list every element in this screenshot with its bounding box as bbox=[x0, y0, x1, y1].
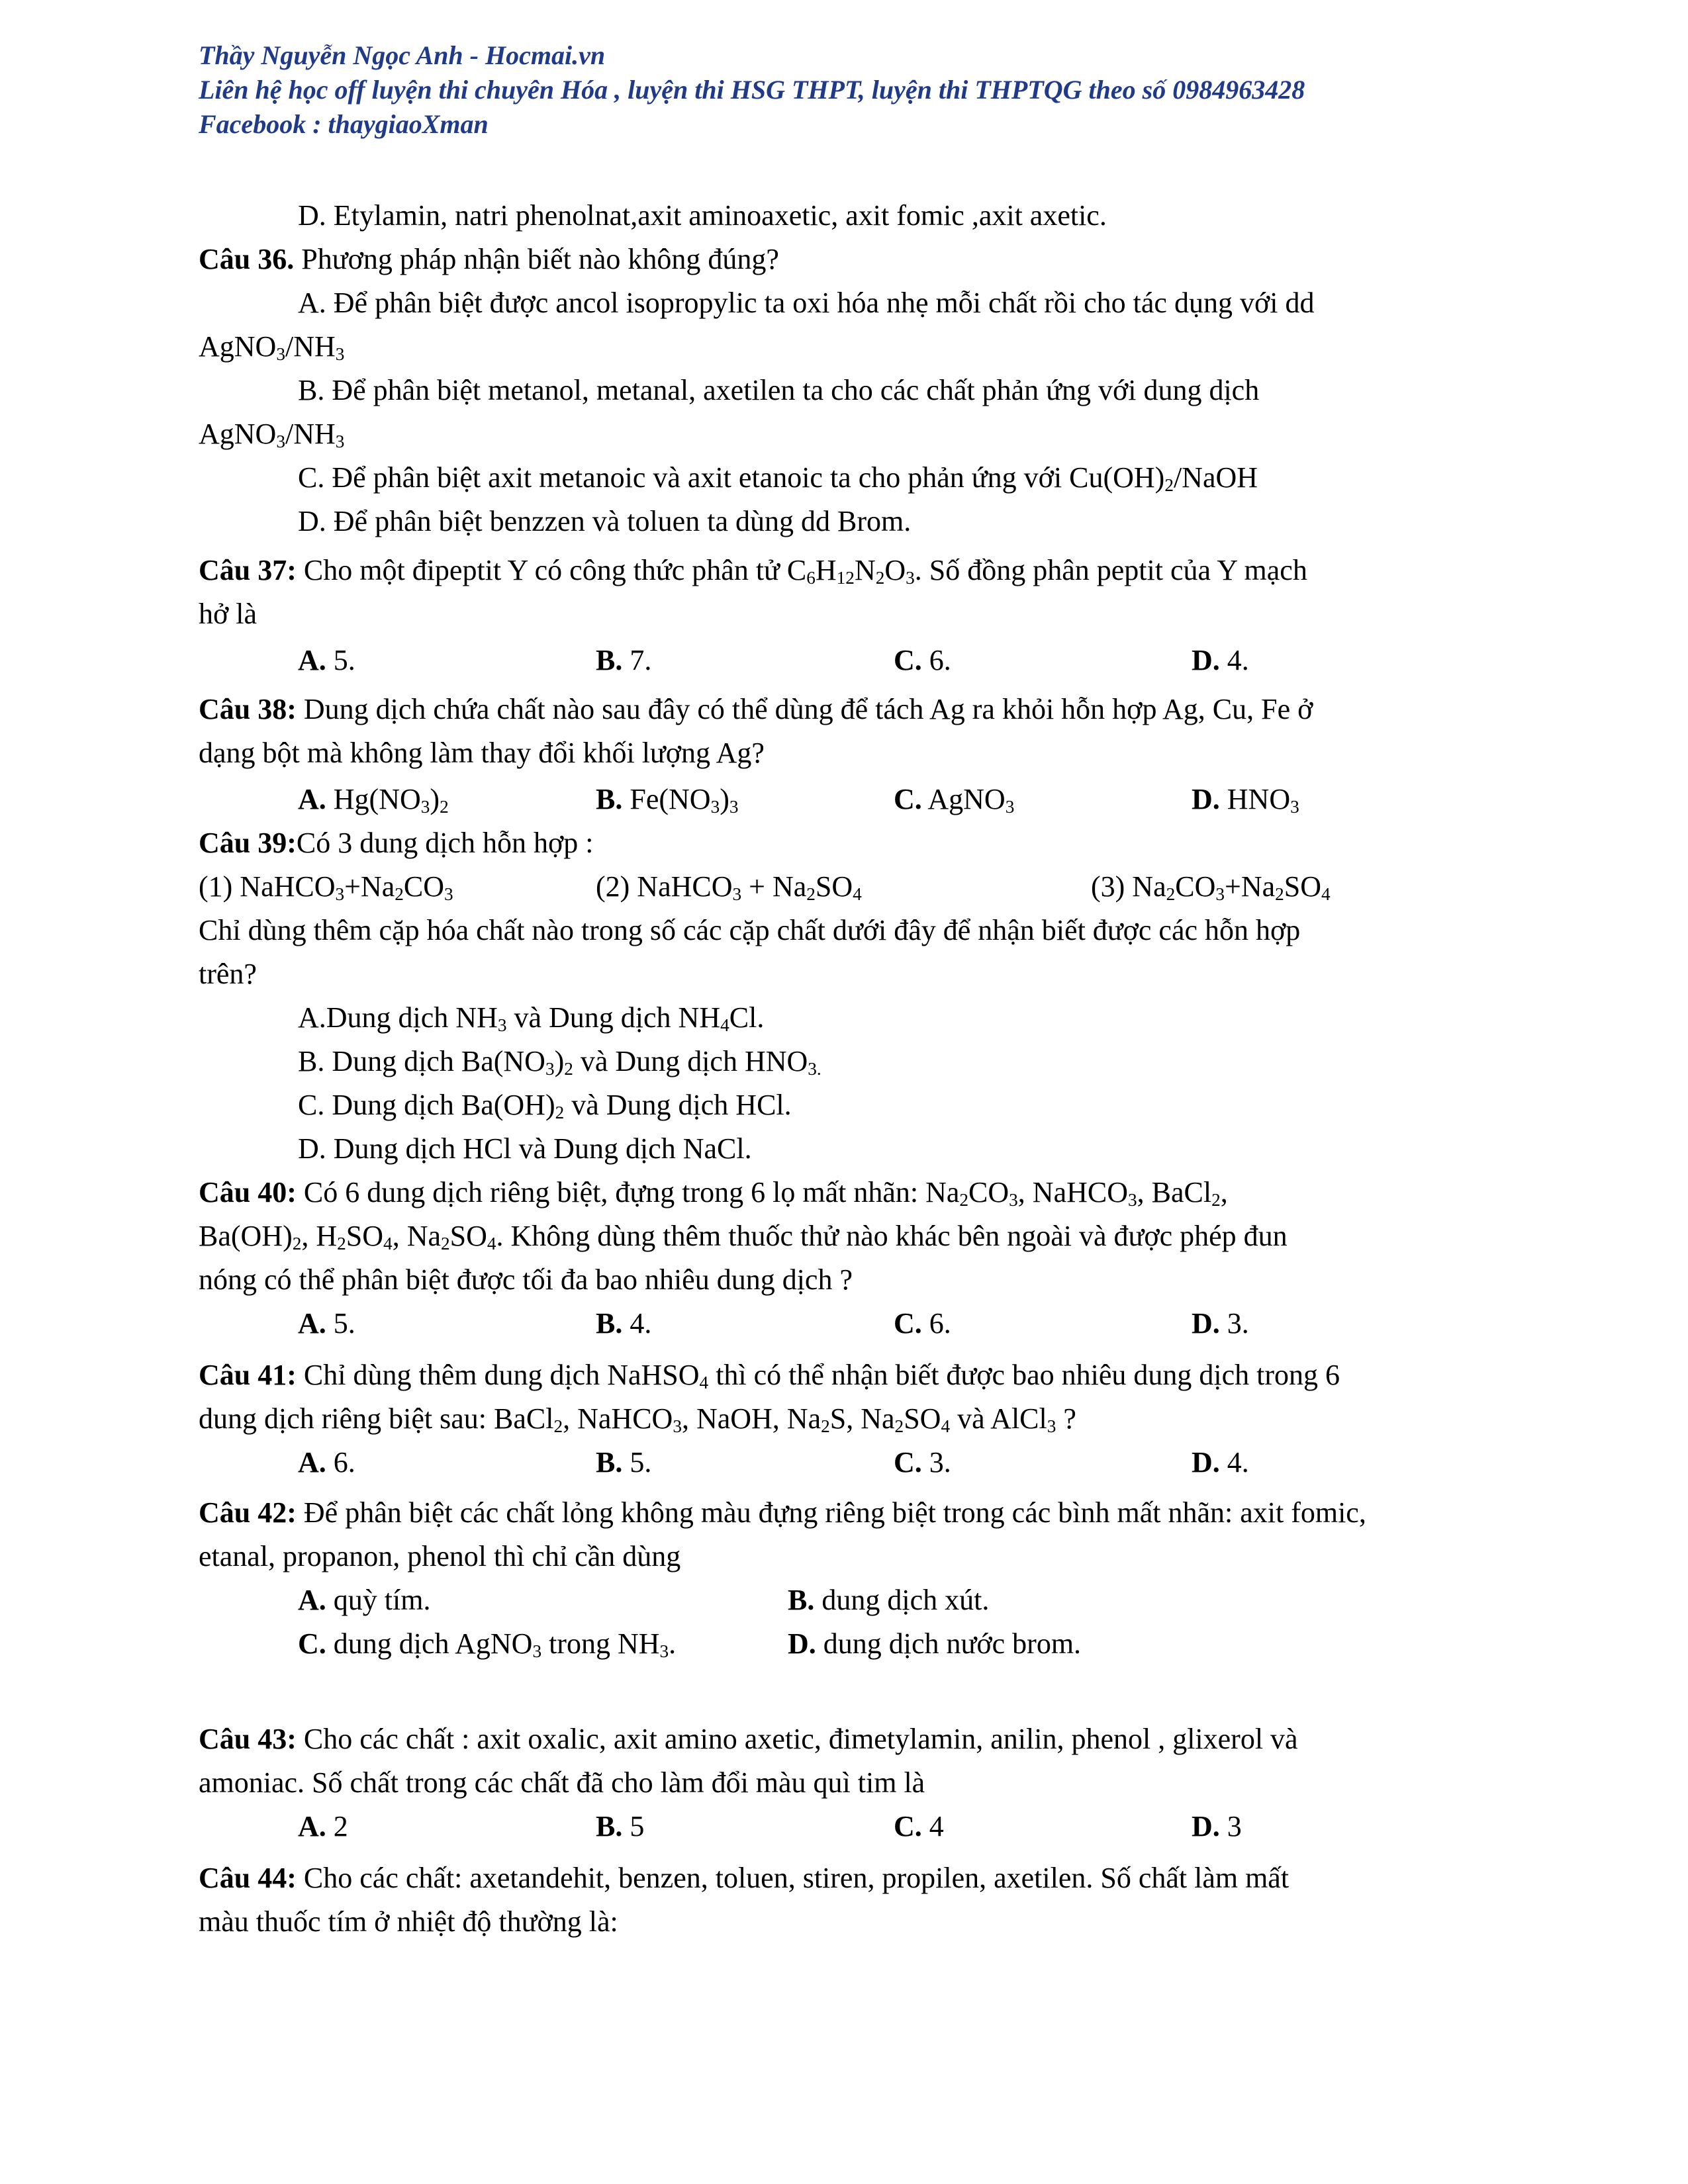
page-header bbox=[199, 38, 1305, 142]
q39-mixture-2: (2) NaHCO$_3$ + $Na_2SO_4$ bbox=[596, 870, 862, 904]
q41-option-a: A. 6. bbox=[298, 1446, 355, 1479]
q43-stem-cont: amoniac. Số chất trong các chất đã cho làm đổi màu quì tim là bbox=[199, 1766, 925, 1799]
q41-option-c: C. 3. bbox=[894, 1446, 951, 1479]
q40-stem: Câu 40: Có 6 dung dịch riêng biệt, đựng trong 6 lọ mất nhãn: $Na_2CO_3$, NaHCO$_3$, BaCl$_2$, bbox=[199, 1176, 1228, 1210]
q38-option-b: B. $Fe(NO_3)_3$ bbox=[596, 783, 739, 817]
q39-stem: Câu 39:Có 3 dung dịch hỗn hợp : bbox=[199, 827, 594, 859]
q41-options bbox=[199, 1445, 1496, 1482]
q42-options-row2 bbox=[199, 1627, 1496, 1664]
q37-option-c: C. 6. bbox=[894, 644, 951, 676]
q42-option-d: D. dung dịch nước brom. bbox=[788, 1627, 1082, 1660]
q42-option-c: C. dung dịch AgNO$_3$ trong $NH_3$. bbox=[298, 1627, 677, 1661]
q37-stem: Câu 37: Cho một đipeptit Y có công thức phân tử $C_6H_{12}N_2O_3$. Số đồng phân peptit của Y mạch bbox=[199, 554, 1307, 588]
q41-stem-cont: dung dịch riêng biệt sau: BaCl$_2$, NaHCO$_3$, NaOH, $Na_2S$, $Na_2SO_4$ và AlCl$_3$ ? bbox=[199, 1402, 1076, 1436]
q40-options bbox=[199, 1306, 1496, 1343]
q37-option-a: A. 5. bbox=[298, 644, 355, 676]
q38-options bbox=[199, 782, 1496, 819]
q39-option-d: D. Dung dịch HCl và Dung dịch NaCl. bbox=[298, 1132, 752, 1165]
q39-mixture-1: (1) $NaHCO_3+Na_2CO_3$ bbox=[199, 870, 453, 904]
q36-option-a-cont: $AgNO_3/NH_3$ bbox=[199, 330, 345, 364]
header-teacher: Thầy Nguyễn Ngọc Anh - Hocmai.vn bbox=[199, 40, 606, 70]
q44-stem: Câu 44: Cho các chất: axetandehit, benzen, toluen, stiren, propilen, axetilen. Số chất làm mất bbox=[199, 1862, 1289, 1894]
q42-stem-cont: etanal, propanon, phenol thì chỉ cần dùng bbox=[199, 1540, 681, 1572]
q42-option-a: A. quỳ tím. bbox=[298, 1584, 431, 1616]
q40-option-a: A. 5. bbox=[298, 1307, 355, 1340]
q39-question-cont: trên? bbox=[199, 958, 257, 990]
q41-option-d: D. 4. bbox=[1192, 1446, 1249, 1479]
q37-option-b: B. 7. bbox=[596, 644, 652, 676]
q39-mixture-3: (3) $Na_2CO_3+Na_2SO_4$ bbox=[1091, 870, 1331, 904]
q42-stem: Câu 42: Để phân biệt các chất lỏng không màu đựng riêng biệt trong các bình mất nhãn: axit fomic, bbox=[199, 1496, 1366, 1529]
q43-option-c: C. 4 bbox=[894, 1810, 944, 1843]
q36-stem: Câu 36. Phương pháp nhận biết nào không đúng? bbox=[199, 243, 779, 275]
q44-stem-cont: màu thuốc tím ở nhiệt độ thường là: bbox=[199, 1905, 618, 1938]
q39-question: Chỉ dùng thêm cặp hóa chất nào trong số các cặp chất dưới đây để nhận biết được các hỗn hợp bbox=[199, 914, 1301, 946]
q36-option-c: C. Để phân biệt axit metanoic và axit etanoic ta cho phản ứng với $Cu(OH)_2$/NaOH bbox=[298, 461, 1258, 495]
q37-options bbox=[199, 643, 1496, 680]
q41-stem: Câu 41: Chỉ dùng thêm dung dịch NaHSO$_4$ thì có thể nhận biết được bao nhiêu dung dịch trong 6 bbox=[199, 1359, 1340, 1392]
q43-option-a: A. 2 bbox=[298, 1810, 348, 1843]
q37-option-d: D. 4. bbox=[1192, 644, 1249, 676]
q36-option-b: B. Để phân biệt metanol, metanal, axetilen ta cho các chất phản ứng với dung dịch bbox=[298, 374, 1260, 406]
q40-option-d: D. 3. bbox=[1192, 1307, 1249, 1340]
q38-option-c: C. AgNO$_3$ bbox=[894, 783, 1015, 817]
q38-option-a: A. $Hg(NO_3)_2$ bbox=[298, 783, 449, 817]
q38-option-d: D. $HNO_3$ bbox=[1192, 783, 1299, 817]
q37-stem-cont: hở là bbox=[199, 598, 258, 630]
q36-option-a: A. Để phân biệt được ancol isopropylic ta oxi hóa nhẹ mỗi chất rồi cho tác dụng với dd bbox=[298, 287, 1315, 319]
q36-option-b-cont: $AgNO_3/NH_3$ bbox=[199, 418, 345, 451]
q39-option-c: C. Dung dịch $Ba(OH)_2$ và Dung dịch HCl. bbox=[298, 1089, 792, 1122]
q38-stem: Câu 38: Dung dịch chứa chất nào sau đây có thể dùng để tách Ag ra khỏi hỗn hợp Ag, Cu, Fe ở bbox=[199, 693, 1313, 725]
q38-stem-cont: dạng bột mà không làm thay đổi khối lượng Ag? bbox=[199, 737, 765, 769]
q43-option-d: D. 3 bbox=[1192, 1810, 1242, 1843]
q39-mixtures bbox=[199, 870, 1496, 907]
q43-stem: Câu 43: Cho các chất : axit oxalic, axit amino axetic, đimetylamin, anilin, phenol , glixerol và bbox=[199, 1723, 1298, 1755]
header-facebook: Facebook : thaygiaoXman bbox=[199, 109, 489, 139]
q40-option-b: B. 4. bbox=[596, 1307, 652, 1340]
q43-options bbox=[199, 1809, 1496, 1846]
header-contact: Liên hệ học off luyện thi chuyên Hóa , luyện thi HSG THPT, luyện thi THPTQG theo số 0984963428 bbox=[199, 75, 1305, 105]
q39-option-b: B. Dung dịch $Ba(NO_3)_2$ và Dung dịch $HNO_{3.}$ bbox=[298, 1045, 821, 1079]
q42-options-row1 bbox=[199, 1583, 1496, 1620]
q36-option-d: D. Để phân biệt benzzen và toluen ta dùng dd Brom. bbox=[298, 505, 912, 537]
q42-option-b: B. dung dịch xút. bbox=[788, 1584, 990, 1616]
q40-option-c: C. 6. bbox=[894, 1307, 951, 1340]
q40-stem-cont2: nóng có thể phân biệt được tối đa bao nhiêu dung dịch ? bbox=[199, 1263, 853, 1296]
q41-option-b: B. 5. bbox=[596, 1446, 652, 1479]
q40-stem-cont: $Ba(OH)_2$, $H_2SO_4$, $Na_2SO_4$. Không dùng thêm thuốc thử nào khác bên ngoài và được phép đun bbox=[199, 1220, 1288, 1253]
q35-option-d: D. Etylamin, natri phenolnat,axit aminoaxetic, axit fomic ,axit axetic. bbox=[298, 199, 1107, 232]
q39-option-a: A.Dung dịch $NH_3$ và Dung dịch $NH_4Cl$. bbox=[298, 1001, 765, 1035]
q43-option-b: B. 5 bbox=[596, 1810, 645, 1843]
